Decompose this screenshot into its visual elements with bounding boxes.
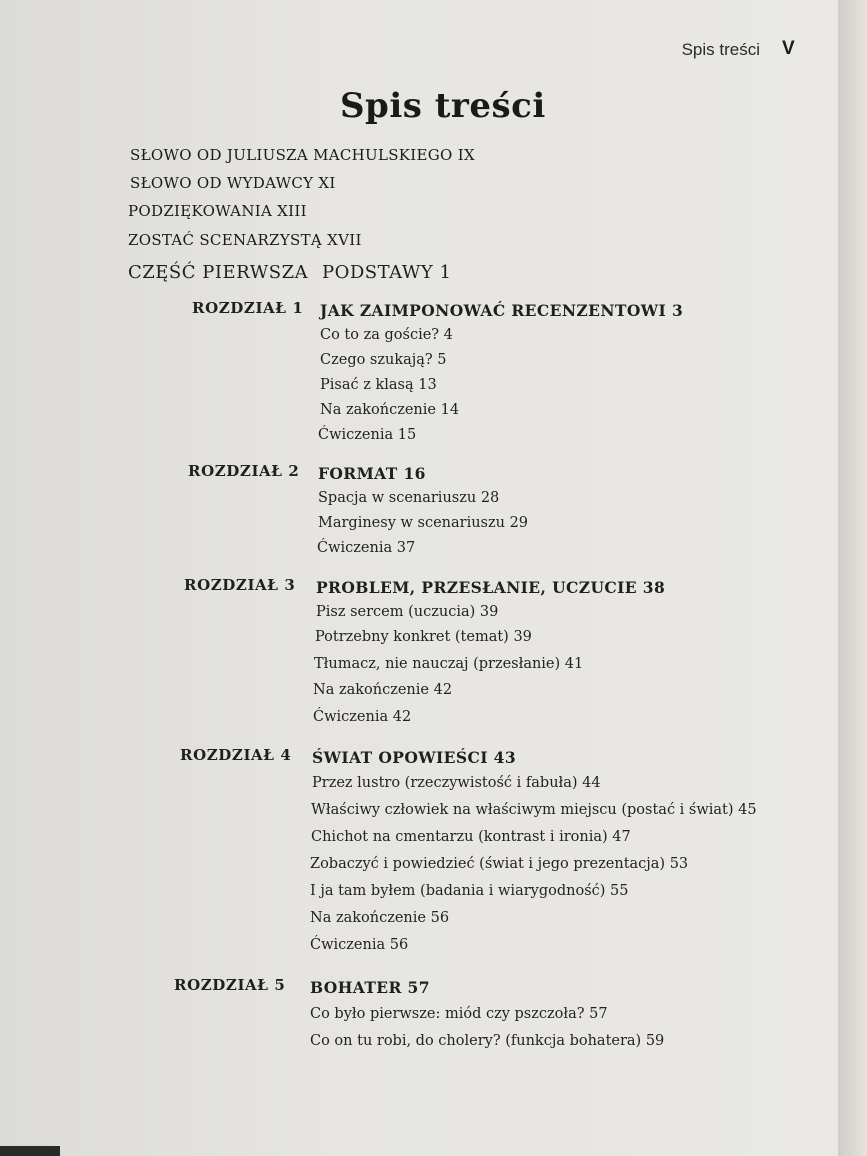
chapter-1-title: JAK ZAIMPONOWAĆ RECENZENTOWI 3: [320, 301, 684, 320]
part-title: PODSTAWY 1: [322, 262, 452, 283]
toc-section: Na zakończenie 56: [310, 910, 450, 926]
toc-section: Przez lustro (rzeczywistość i fabuła) 44: [312, 775, 601, 791]
toc-section: Potrzebny konkret (temat) 39: [315, 629, 532, 645]
part-label: CZĘŚĆ PIERWSZA: [128, 262, 309, 283]
chapter-2-title: FORMAT 16: [318, 464, 426, 483]
toc-section: Co on tu robi, do cholery? (funkcja bohatera) 59: [310, 1033, 665, 1049]
chapter-3-label: ROZDZIAŁ 3: [184, 576, 296, 594]
page-title: Spis treści: [340, 86, 546, 126]
toc-section: Ćwiczenia 15: [318, 427, 417, 443]
toc-section: Czego szukają? 5: [320, 352, 447, 368]
toc-section: Chichot na cmentarzu (kontrast i ironia) 47: [311, 829, 631, 845]
toc-section: Ćwiczenia 42: [313, 709, 412, 725]
toc-section: Ćwiczenia 37: [317, 540, 416, 556]
toc-section: Marginesy w scenariuszu 29: [318, 515, 529, 531]
chapter-5-title: BOHATER 57: [310, 978, 430, 997]
toc-section: Spacja w scenariuszu 28: [318, 490, 500, 506]
toc-front-matter-2: SŁOWO OD WYDAWCY XI: [130, 174, 336, 192]
bottom-shadow: [0, 1146, 60, 1156]
chapter-3-title: PROBLEM, PRZESŁANIE, UCZUCIE 38: [316, 578, 666, 597]
toc-section: Ćwiczenia 56: [310, 937, 409, 953]
toc-section: Na zakończenie 14: [320, 402, 460, 418]
toc-section: Pisz sercem (uczucia) 39: [316, 604, 499, 620]
toc-section: I ja tam byłem (badania i wiarygodność) 55: [310, 883, 629, 899]
toc-section: Pisać z klasą 13: [320, 377, 437, 393]
toc-front-matter-4: ZOSTAĆ SCENARZYSTĄ XVII: [128, 231, 362, 249]
toc-front-matter-3: PODZIĘKOWANIA XIII: [128, 202, 307, 220]
chapter-1-label: ROZDZIAŁ 1: [192, 299, 304, 317]
chapter-4-label: ROZDZIAŁ 4: [180, 746, 292, 764]
running-head: Spis treści: [681, 40, 760, 59]
toc-section: Tłumacz, nie nauczaj (przesłanie) 41: [314, 656, 584, 672]
chapter-5-label: ROZDZIAŁ 5: [174, 976, 286, 994]
page-folio: V: [782, 38, 795, 59]
toc-section: Zobaczyć i powiedzieć (świat i jego prezentacja) 53: [310, 856, 689, 872]
chapter-2-label: ROZDZIAŁ 2: [188, 462, 300, 480]
page-edge: [838, 0, 867, 1156]
toc-section: Właściwy człowiek na właściwym miejscu (postać i świat) 45: [311, 802, 757, 818]
toc-section: Na zakończenie 42: [313, 682, 453, 698]
toc-section: Co to za goście? 4: [320, 327, 453, 343]
chapter-4-title: ŚWIAT OPOWIEŚCI 43: [312, 748, 517, 767]
toc-front-matter-1: SŁOWO OD JULIUSZA MACHULSKIEGO IX: [130, 146, 475, 164]
toc-section: Co było pierwsze: miód czy pszczoła? 57: [310, 1006, 608, 1022]
